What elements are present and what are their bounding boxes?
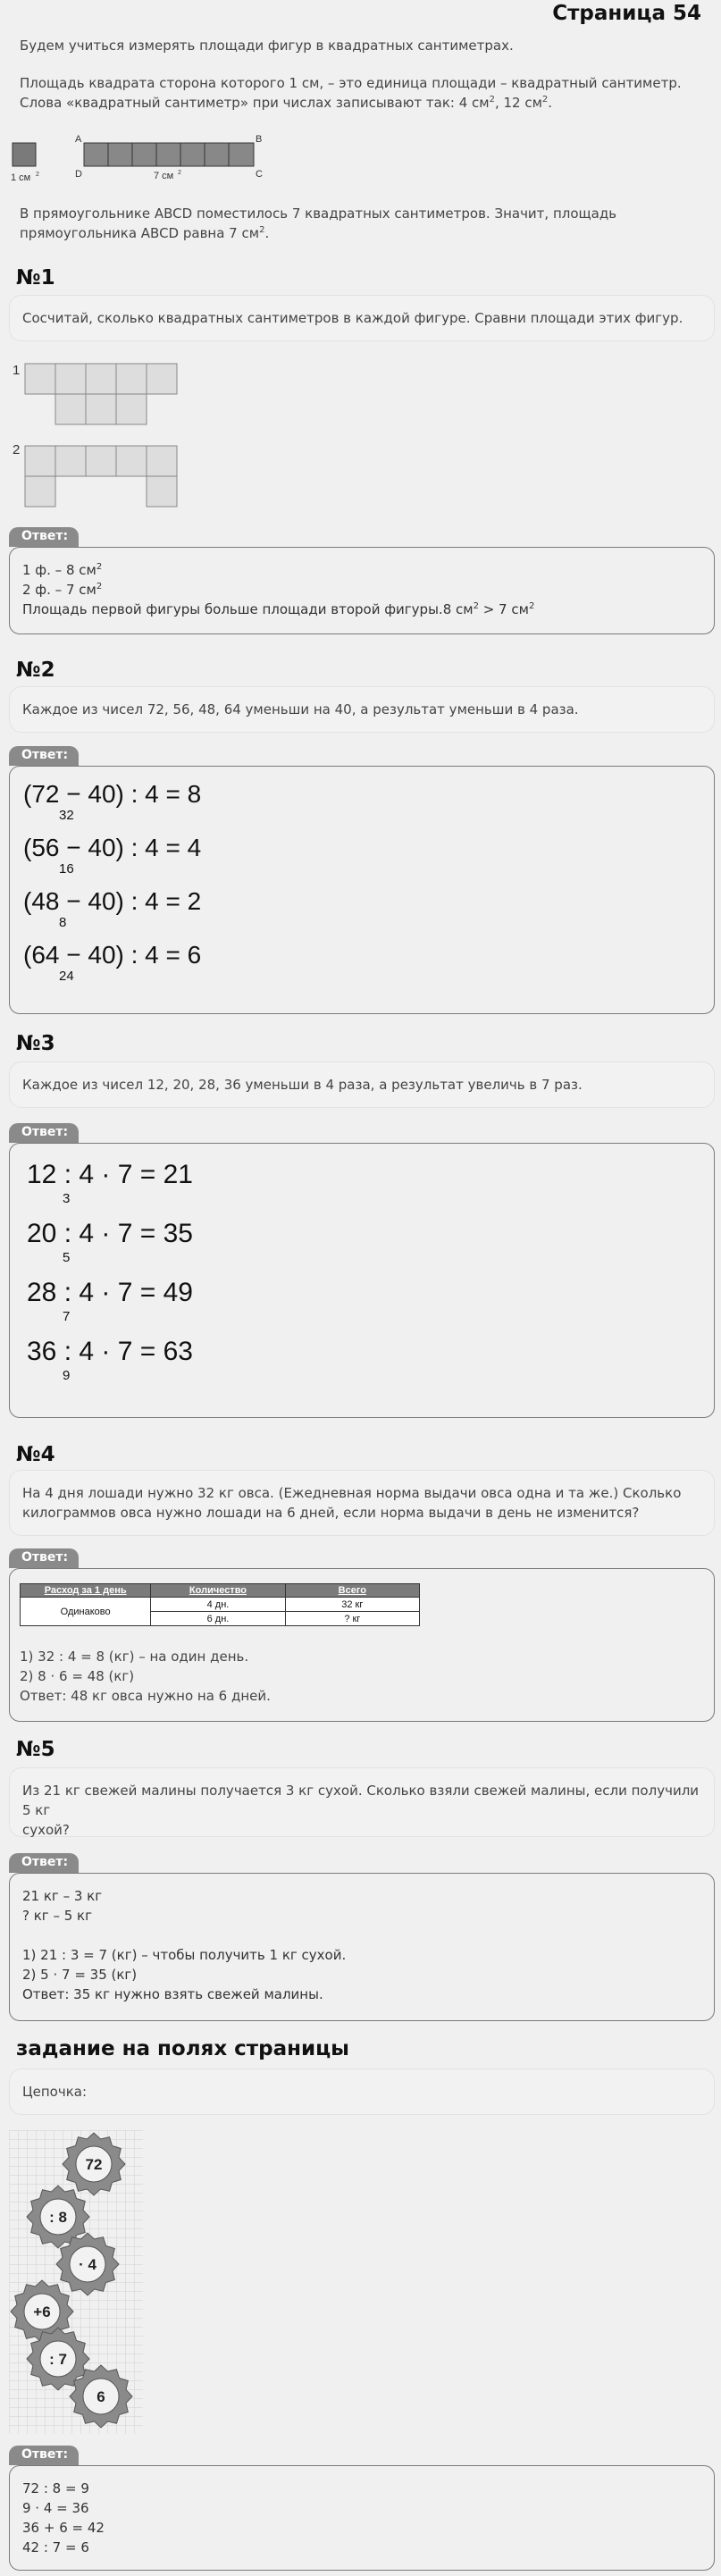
rect-label: 7 см	[154, 171, 174, 181]
task4-heading: №4	[16, 1443, 55, 1466]
task3-eq-3-sub: 7	[63, 1309, 71, 1324]
svg-text:C: C	[256, 169, 263, 180]
table-header: Расход за 1 день	[21, 1584, 151, 1598]
task2-eq-4-sub: 24	[59, 969, 74, 984]
table-header: Всего	[285, 1584, 419, 1598]
svg-text:2: 2	[178, 170, 181, 176]
task3-eq-4: 36 : 4 · 7 = 63	[27, 1337, 193, 1366]
margin-task-text: Цепочка:	[9, 2068, 715, 2115]
margin-answer-tab: Ответ:	[9, 2446, 79, 2465]
gear-label: 6	[96, 2388, 105, 2405]
task2-heading: №2	[16, 659, 55, 682]
task3-eq-4-sub: 9	[63, 1368, 71, 1383]
task4-answer-tab: Ответ:	[9, 1548, 79, 1568]
task1-answer-line-3: Площадь первой фигуры больше площади второй фигуры.8 $см^2 > 7$ $см^2$	[22, 601, 535, 617]
svg-text:2: 2	[36, 172, 39, 178]
unit-label: 1 см	[11, 172, 31, 183]
task2-eq-2: (56 − 40) : 4 = 4	[23, 834, 202, 861]
fig1-label: 1	[13, 363, 21, 378]
task3-eq-1: 12 : 4 · 7 = 21	[27, 1160, 193, 1189]
gear-label: 72	[85, 2156, 103, 2173]
task5-heading: №5	[16, 1738, 55, 1761]
gear-label: : 7	[49, 2351, 67, 2368]
task2-answer-tab: Ответ:	[9, 746, 79, 766]
task1-answer	[9, 547, 715, 634]
intro-line-5: прямоугольника ABCD равна 7 $см^2$.	[20, 225, 270, 241]
table-cell: 32 кг	[285, 1598, 419, 1612]
svg-text:D: D	[75, 169, 82, 180]
task3-eq-1-sub: 3	[63, 1191, 71, 1206]
gear-label: : 8	[49, 2209, 67, 2226]
task1-answer-line-1: 1 ф. – 8 $см^2$	[22, 562, 103, 578]
intro-line-4: В прямоугольнике ABCD поместилось 7 квадратных сантиметров. Значит, площадь	[20, 206, 617, 222]
task2-text: Каждое из чисел 72, 56, 48, 64 уменьши на 40, а результат уменьши в 4 раза.	[9, 686, 715, 733]
task5-answer-tab: Ответ:	[9, 1853, 79, 1873]
task4-table	[20, 1583, 420, 1626]
intro-line-2: Площадь квадрата сторона которого 1 см, – это единица площади – квадратный сантиметр.	[20, 75, 682, 91]
task3-answer-tab: Ответ:	[9, 1123, 79, 1143]
task5-answer: 21 кг – 3 кг ? кг – 5 кг 1) 21 : 3 = 7 (кг) – чтобы получить 1 кг сухой. 2) 5 · 7 = 35 (кг) Ответ: 35 кг нужно взять свежей малины.	[9, 1873, 715, 2021]
task1-answer-tab: Ответ:	[9, 527, 79, 547]
gear-label: +6	[33, 2303, 51, 2320]
task3-text: Каждое из чисел 12, 20, 28, 36 уменьши в 4 раза, а результат увеличь в 7 раз.	[9, 1061, 715, 1108]
task2-eq-1-sub: 32	[59, 808, 74, 823]
task4-answer-line-1: 1) 32 : 4 = 8 (кг) – на один день.	[20, 1649, 249, 1665]
task2-eq-2-sub: 16	[59, 861, 74, 877]
page-title: Страница 54	[552, 2, 701, 25]
margin-task-heading: задание на полях страницы	[16, 2037, 349, 2060]
gear-label: · 4	[79, 2256, 96, 2273]
table-cell: 4 дн.	[151, 1598, 285, 1612]
intro-line-1: Будем учиться измерять площади фигур в квадратных сантиметрах.	[20, 38, 514, 54]
task4-answer-line-3: Ответ: 48 кг овса нужно на 6 дней.	[20, 1688, 271, 1704]
task1-figures	[0, 353, 197, 514]
margin-answer: 72 : 8 = 9 9 · 4 = 36 36 + 6 = 42 42 : 7 = 6	[9, 2465, 715, 2571]
task4-text: На 4 дня лошади нужно 32 кг овса. (Ежедневная норма выдачи овса одна и та же.) Сколько килограммов овса нужно лошади на 6 дней, если норма выдачи в день не изменится?	[9, 1470, 715, 1536]
task2-eq-4: (64 − 40) : 4 = 6	[23, 941, 202, 969]
table-cell: ? кг	[285, 1612, 419, 1626]
table-header: Количество	[151, 1584, 285, 1598]
svg-text:A: A	[75, 134, 82, 145]
intro-line-3: Слова «квадратный сантиметр» при числах записывают так: 4 $см^2$, 12 $см^2$.	[20, 95, 553, 111]
task2-eq-3-sub: 8	[59, 915, 67, 930]
task2-eq-3: (48 − 40) : 4 = 2	[23, 887, 202, 915]
task4-answer-line-2: 2) 8 · 6 = 48 (кг)	[20, 1668, 135, 1684]
unit-square-figure	[0, 125, 286, 188]
task3-heading: №3	[16, 1032, 55, 1055]
task3-eq-3: 28 : 4 · 7 = 49	[27, 1278, 193, 1307]
task1-text: Сосчитай, сколько квадратных сантиметров в каждой фигуре. Сравни площади этих фигур.	[9, 295, 715, 341]
task3-eq-2-sub: 5	[63, 1250, 71, 1265]
task3-eq-2: 20 : 4 · 7 = 35	[27, 1219, 193, 1248]
table-cell: Одинаково	[21, 1598, 151, 1626]
task1-answer-line-2: 2 ф. – 7 $см^2$	[22, 582, 103, 598]
rectangle-abcd	[84, 143, 254, 166]
task2-eq-1: (72 − 40) : 4 = 8	[23, 780, 202, 808]
svg-text:B: B	[256, 134, 263, 145]
task5-text: Из 21 кг свежей малины получается 3 кг сухой. Сколько взяли свежей малины, если получили 5 кг сухой?	[9, 1767, 715, 1837]
task1-heading: №1	[16, 266, 55, 289]
fig2-label: 2	[13, 442, 21, 457]
gear-chain-figure	[9, 2130, 143, 2434]
table-cell: 6 дн.	[151, 1612, 285, 1626]
